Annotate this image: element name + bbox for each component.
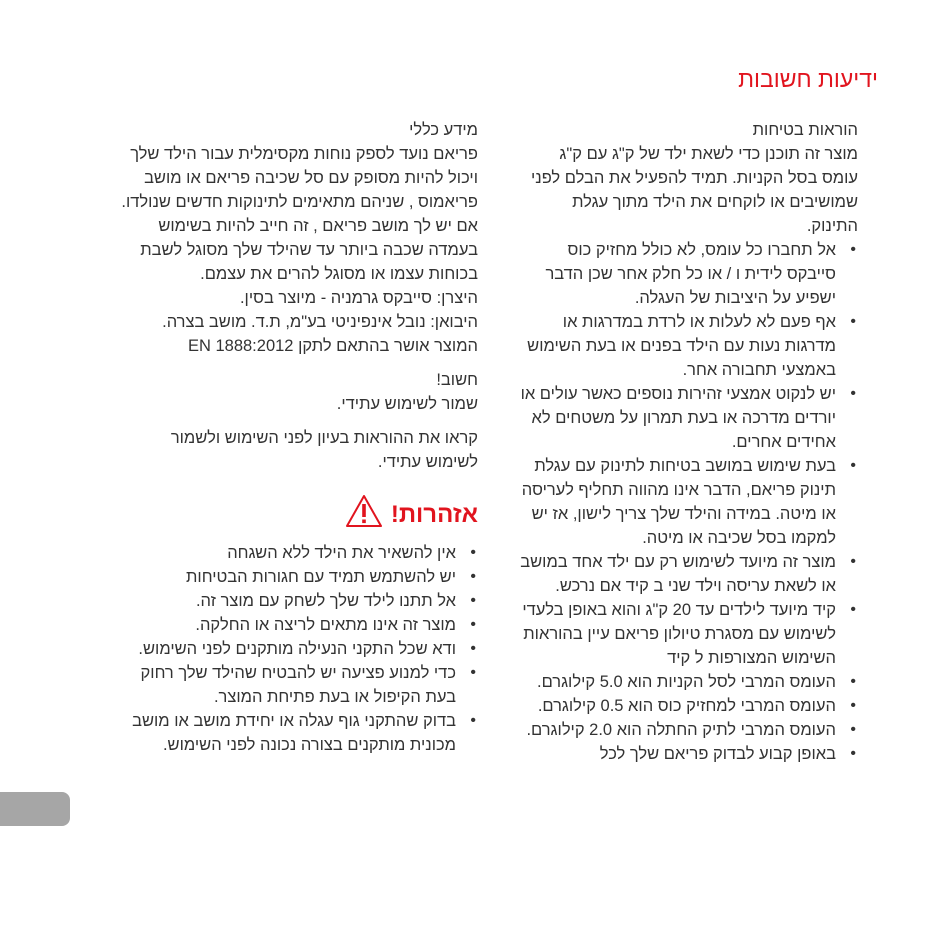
warning-triangle-icon bbox=[345, 494, 383, 535]
standard-line: המוצר אושר בהתאם לתקן EN 1888:2012 bbox=[187, 337, 478, 355]
safety-item: • באופן קבוע לבדוק פריאם שלך לכל bbox=[520, 742, 858, 766]
general-title: מידע כללי bbox=[409, 121, 478, 139]
safety-column bbox=[520, 118, 858, 766]
safety-item: • אף פעם לא לעלות או לרדת במדרגות או מדרגות נעות עם הילד בפנים או בעת השימוש באמצעי תחבורה אחר. bbox=[520, 310, 858, 382]
read-note: קראו את ההוראות בעיון לפני השימוש ולשמור לשימוש עתידי. bbox=[170, 429, 478, 471]
page-tab-marker bbox=[0, 792, 70, 826]
warnings-header bbox=[116, 494, 478, 535]
safety-item: • בעת שימוש במושב בטיחות לתינוק עם עגלת תינוק פריאם, הדבר אינו מהווה תחליף לעריסה או מיטה. במידה והילד שלך צריך לישון, אז יש למקמו בסל שכיבה או מיטה. bbox=[520, 454, 858, 550]
warning-item: • בדוק שהתקני גוף עגלה או יחידת מושב או מושב מכונית מותקנים בצורה נכונה לפני השימוש. bbox=[116, 709, 478, 757]
page-heading: ידיעות חשובות bbox=[738, 66, 878, 92]
safety-intro: מוצר זה תוכנן כדי לשאת ילד של ק"ג עם ק"ג עומס בסל הקניות. תמיד להפעיל את הבלם לפני שמושיבים או לוקחים את הילד מתוך עגלת התינוק. bbox=[530, 145, 858, 235]
safety-item: • העומס המרבי לסל הקניות הוא 5.0 קילוגרם. bbox=[520, 670, 858, 694]
manufacturer-line: היצרן: סייבקס גרמניה - מיוצר בסין. bbox=[239, 289, 478, 307]
general-body: פריאם נועד לספק נוחות מקסימלית עבור הילד שלך ויכול להיות מסופק עם סל שכיבה פריאם או מושב פריאמוס , שניהם מתאימים לתינוקות חדשים שנולדו. אם יש לך מושב פריאם , זה חייב להיות בשימוש בעמדה שכבה ביותר עד שהילד שלך מסוגל לשבת בכוחות עצמו או מסוגל להרים את עצמם. bbox=[121, 145, 478, 283]
warning-item: • יש להשתמש תמיד עם חגורות הבטיחות bbox=[116, 565, 478, 589]
warning-item: • אל תתנו לילד שלך לשחק עם מוצר זה. bbox=[116, 589, 478, 613]
safety-item: • מוצר זה מיועד לשימוש רק עם ילד אחד במושב או לשאת עריסה וילד שני ב קיד אם נרכש. bbox=[520, 550, 858, 598]
warning-item: • כדי למנוע פציעה יש להבטיח שהילד שלך רחוק בעת הקיפול או בעת פתיחת המוצר. bbox=[116, 661, 478, 709]
warnings-title: אזהרות! bbox=[390, 500, 478, 528]
safety-item: • העומס המרבי למחזיק כוס הוא 0.5 קילוגרם. bbox=[520, 694, 858, 718]
general-column bbox=[116, 118, 478, 757]
safety-list bbox=[520, 238, 858, 766]
safety-item: • אל תחברו כל עומס, לא כולל מחזיק כוס סייבקס לידית ו / או כל חלק אחר שכן הדבר ישפיע על היציבות של העגלה. bbox=[520, 238, 858, 310]
safety-item: • קיד מיועד לילדים עד 20 ק"ג והוא באופן בלעדי לשימוש עם מסגרת טיולון פריאם עיין בהוראות השימוש המצורפות ל קיד bbox=[520, 598, 858, 670]
important-label: חשוב! bbox=[436, 371, 478, 389]
importer-line: היבואן: נובל אינפיניטי בע"מ, ת.ד. מושב בצרה. bbox=[162, 313, 478, 331]
warning-item: • אין להשאיר את הילד ללא השגחה bbox=[116, 541, 478, 565]
safety-item: • העומס המרבי לתיק החתלה הוא 2.0 קילוגרם. bbox=[520, 718, 858, 742]
warning-item: • מוצר זה אינו מתאים לריצה או החלקה. bbox=[116, 613, 478, 637]
warning-item: • ודא שכל התקני הנעילה מותקנים לפני השימוש. bbox=[116, 637, 478, 661]
safety-title: הוראות בטיחות bbox=[752, 121, 858, 139]
keep-note: שמור לשימוש עתידי. bbox=[336, 395, 478, 413]
safety-item: • יש לנקוט אמצעי זהירות נוספים כאשר עולים או יורדים מדרכה או בעת תמרון על משטחים לא אחידים אחרים. bbox=[520, 382, 858, 454]
warnings-list bbox=[116, 541, 478, 757]
